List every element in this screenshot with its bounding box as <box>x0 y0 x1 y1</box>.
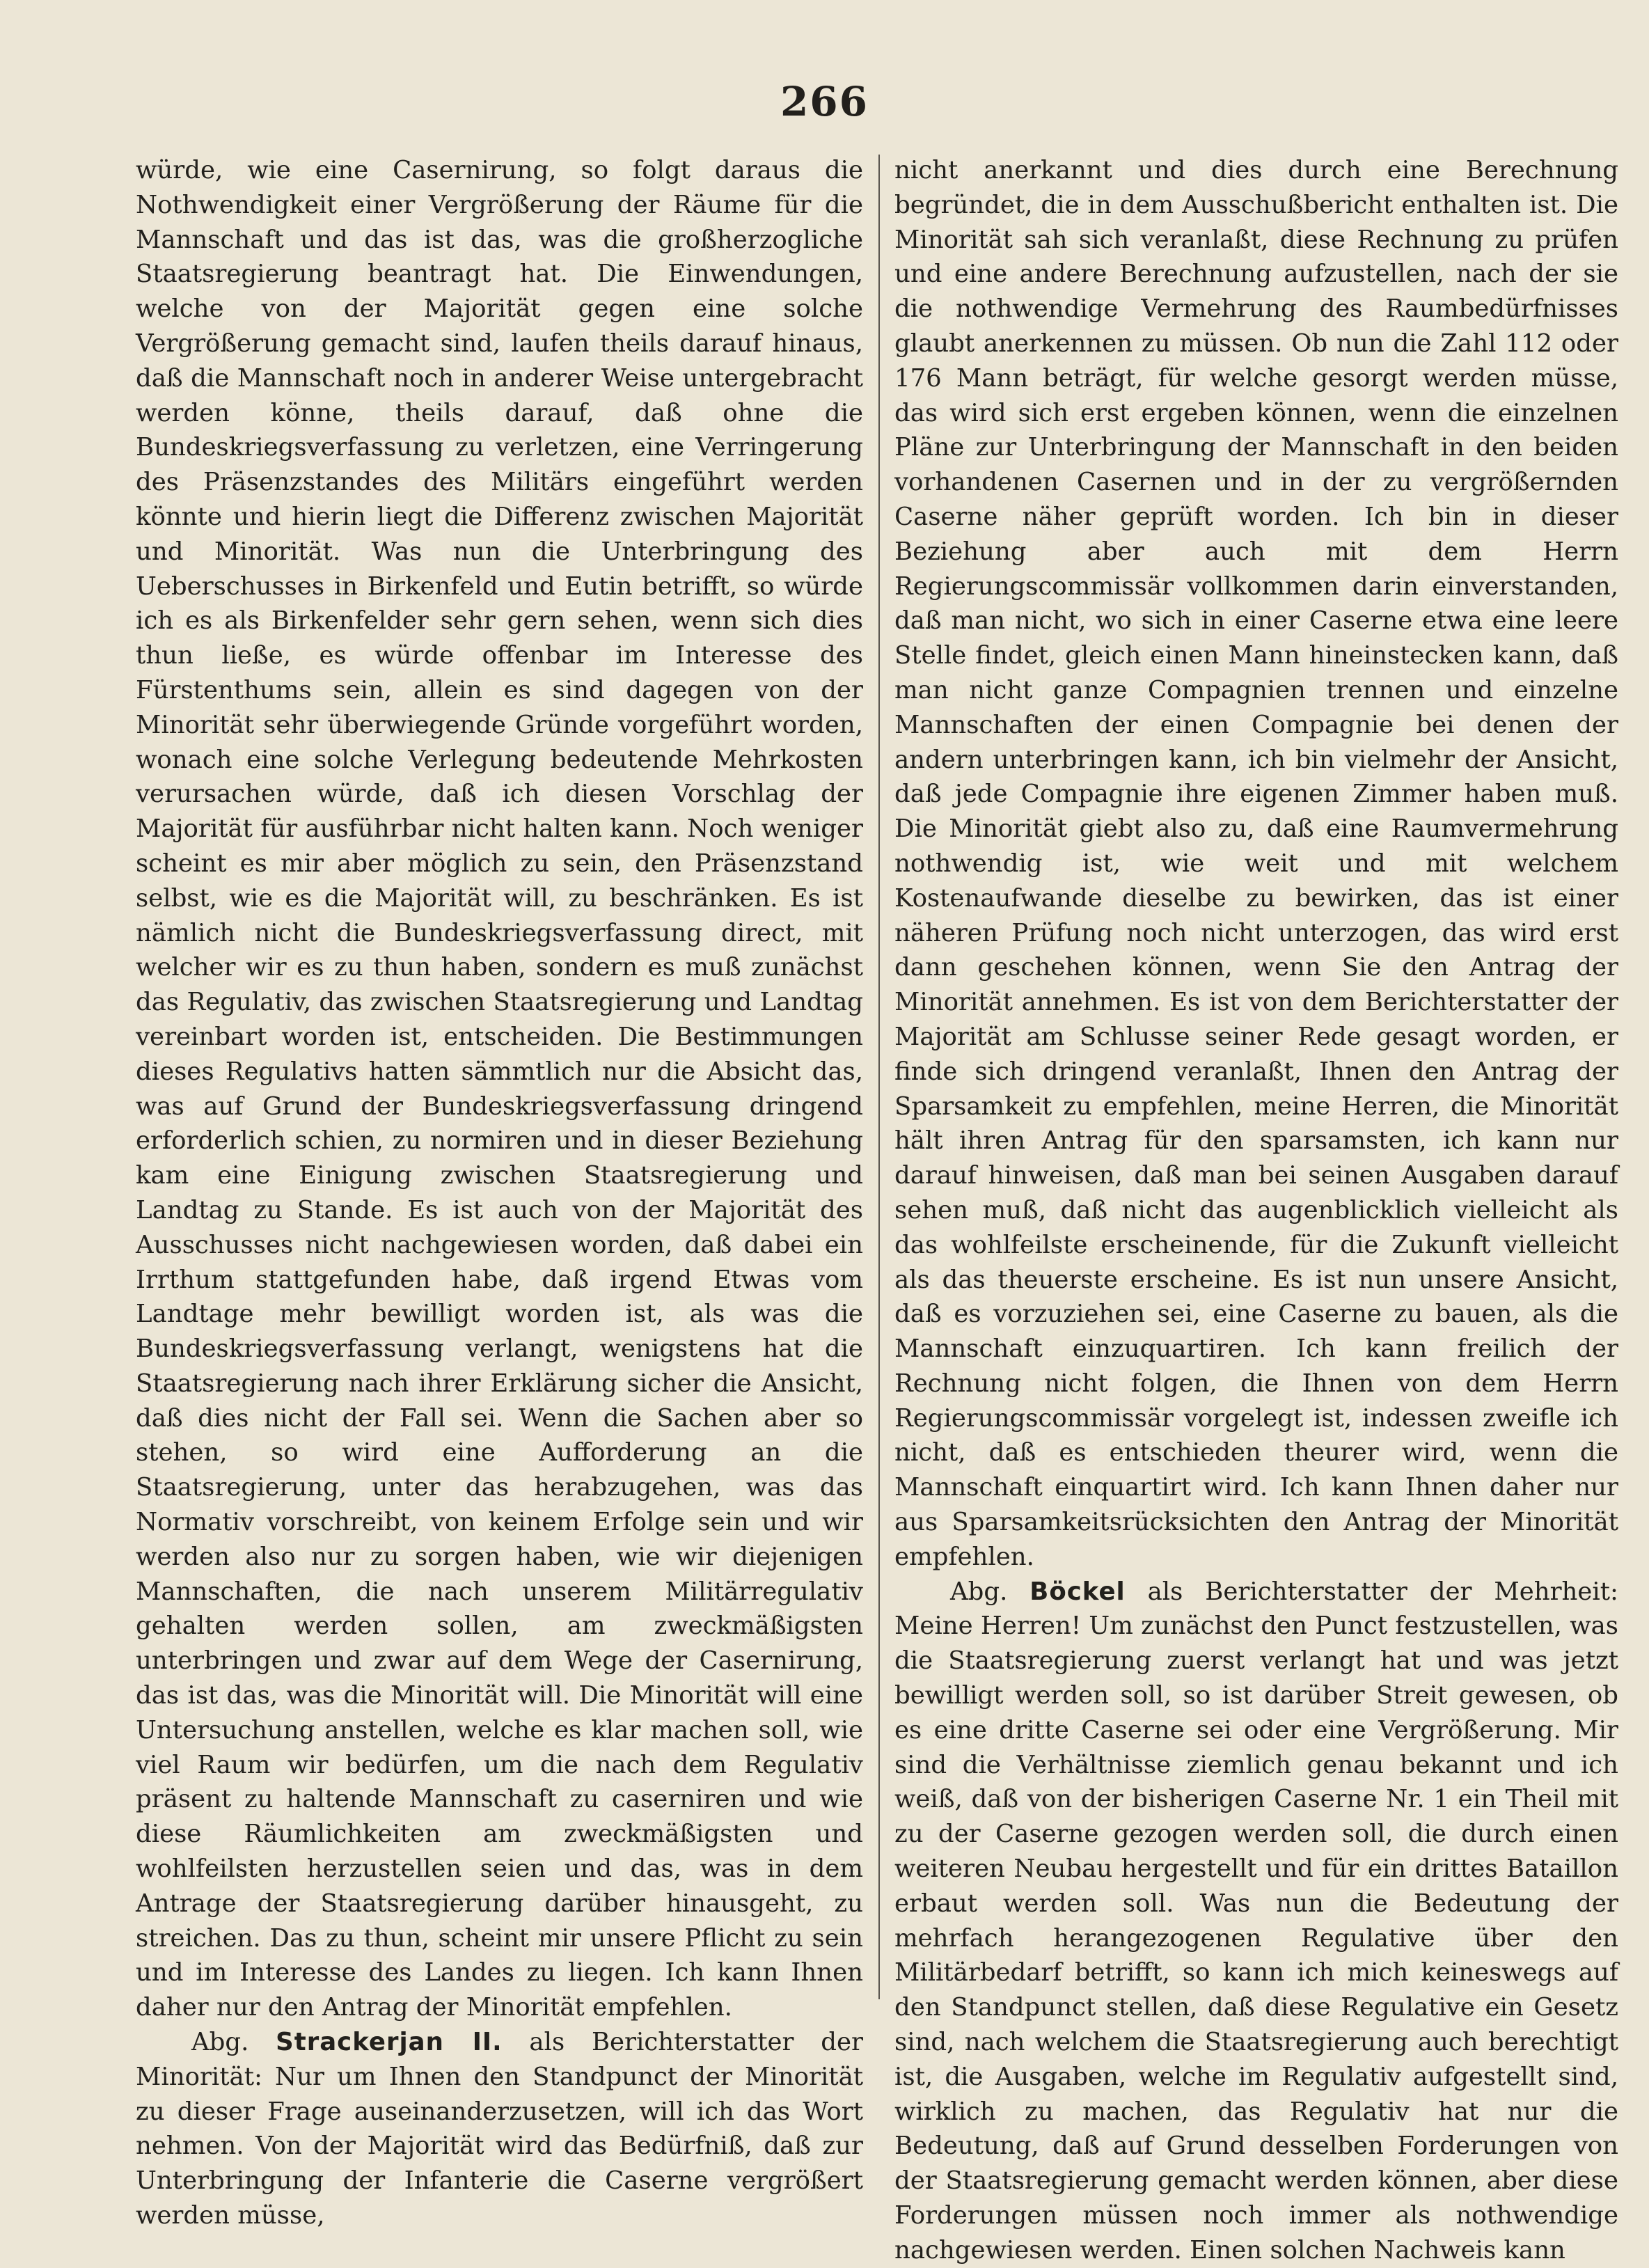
speech-text: als Berichterstatter der Mehrheit: Meine Herren! Um zunächst den Punct festzustellen, was die Staatsregierung zuerst verlangt hat und was jetzt bewilligt werden soll, so ist darüber Streit gewesen, ob es eine dritte Caserne sei oder eine Vergrößerung. Mir sind die Verhältnisse ziemlich genau bekannt und ich weiß, daß von der bisherigen Caserne Nr. 1 ein Theil mit zu der Caserne gezogen werden soll, die durch einen weiteren Neubau hergestellt und für ein drittes Bataillon erbaut werden soll. Was nun die Bedeutung der mehrfach herangezogenen Regulative über den Militärbedarf betrifft, so kann ich mich keineswegs auf den Standpunct stellen, daß diese Regulative ein Gesetz sind, nach welchem die Staatsregierung auch berechtigt ist, die Ausgaben, welche im Regulativ aufgestellt sind, wirklich zu machen, das Regulativ hat nur die Bedeutung, daß auf Grund desselben Forderungen von der Staatsregierung gemacht werden können, aber diese Forderungen müssen noch immer als nothwendige nachgewiesen werden. Einen solchen Nachweis kann <box>894 1577 1618 2265</box>
speech-text: als Berichterstatter der Minorität: Nur um Ihnen den Standpunct der Minorität zu dieser Frage auseinanderzusetzen, will ich das Wort nehmen. Von der Majorität wird das Bedürfniß, daß zur Unterbringung der Infanterie die Caserne vergrößert werden müsse, <box>136 2028 863 2230</box>
left-paragraph-1: würde, wie eine Casernirung, so folgt daraus die Nothwendigkeit einer Vergrößerung der Räume für die Mannschaft und das ist das, was die großherzogliche Staatsregierung beantragt hat. Die Einwendungen, welche von der Majorität gegen eine solche Vergrößerung gemacht sind, laufen theils darauf hinaus, daß die Mannschaft noch in anderer Weise untergebracht werden könne, theils darauf, daß ohne die Bundeskriegsverfassung zu verletzen, eine Verringerung des Präsenzstandes des Militärs eingeführt werden könnte und hierin liegt die Differenz zwischen Majorität und Minorität. Was nun die Unterbringung des Ueberschusses in Birkenfeld und Eutin betrifft, so würde ich es als Birkenfelder sehr gern sehen, wenn sich dies thun ließe, es würde offenbar im Interesse des Fürstenthums sein, allein es sind dagegen von der Minorität sehr überwiegende Gründe vorgeführt worden, wonach eine solche Verlegung bedeutende Mehrkosten verursachen würde, daß ich diesen Vorschlag der Majorität für ausführbar nicht halten kann. Noch weniger scheint es mir aber möglich zu sein, den Präsenzstand selbst, wie es die Majorität will, zu beschränken. Es ist nämlich nicht die Bundeskriegsverfassung direct, mit welcher wir es zu thun haben, sondern es muß zunächst das Regulativ, das zwischen Staatsregierung und Landtag vereinbart worden ist, entscheiden. Die Bestimmungen dieses Regulativs hatten sämmtlich nur die Absicht das, was auf Grund der Bundeskriegsverfassung dringend erforderlich schien, zu normiren und in dieser Beziehung kam eine Einigung zwischen Staatsregierung und Landtag zu Stande. Es ist auch von der Majorität des Ausschusses nicht nachgewiesen worden, daß dabei ein Irrthum stattgefunden habe, daß irgend Etwas vom Landtage mehr bewilligt worden ist, als was die Bundeskriegsverfassung verlangt, wenigstens hat die Staatsregierung nach ihrer Erklärung sicher die Ansicht, daß dies nicht der Fall sei. Wenn die Sachen aber so stehen, so wird eine Aufforderung an die Staatsregierung, unter das herabzugehen, was das Normativ vorschreibt, von keinem Erfolge sein und wir werden also nur zu sorgen haben, wie wir diejenigen Mannschaften, die nach unserem Militärregulativ gehalten werden sollen, am zweckmäßigsten unterbringen und zwar auf dem Wege der Casernirung, das ist das, was die Minorität will. Die Minorität will eine Untersuchung anstellen, welche es klar machen soll, wie viel Raum wir bedürfen, um die nach dem Regulativ präsent zu haltende Mannschaft zu caserniren und wie diese Räumlichkeiten am zweckmäßigsten und wohlfeilsten herzustellen seien und das, was in dem Antrage der Staatsregierung darüber hinausgeht, zu streichen. Das zu thun, scheint mir unsere Pflicht zu sein und im Interesse des Landes zu liegen. Ich kann Ihnen daher nur den Antrag der Minorität empfehlen. <box>136 156 863 2022</box>
page-number: 266 <box>780 78 869 125</box>
right-column <box>894 153 1618 2265</box>
speaker-prefix: Abg. <box>191 2028 249 2057</box>
speaker-name: Strackerjan II. <box>276 2028 503 2057</box>
speaker-prefix: Abg. <box>950 1577 1008 1606</box>
left-paragraph-2 <box>136 2025 863 2233</box>
right-paragraph-2 <box>894 1575 1618 2268</box>
left-column <box>136 153 863 2230</box>
right-paragraph-1: nicht anerkannt und dies durch eine Berechnung begründet, die in dem Ausschußbericht enthalten ist. Die Minorität sah sich veranlaßt, diese Rechnung zu prüfen und eine andere Berechnung aufzustellen, nach der sie die nothwendige Vermehrung des Raumbedürfnisses glaubt anerkennen zu müssen. Ob nun die Zahl 112 oder 176 Mann beträgt, für welche gesorgt werden müsse, das wird sich erst ergeben können, wenn die einzelnen Pläne zur Unterbringung der Mannschaft in den beiden vorhandenen Casernen und in der zu vergrößernden Caserne näher geprüft worden. Ich bin in dieser Beziehung aber auch mit dem Herrn Regierungscommissär vollkommen darin einverstanden, daß man nicht, wo sich in einer Caserne etwa eine leere Stelle findet, gleich einen Mann hineinstecken kann, daß man nicht ganze Compagnien trennen und einzelne Mannschaften der einen Compagnie bei denen der andern unterbringen kann, ich bin vielmehr der Ansicht, daß jede Compagnie ihre eigenen Zimmer haben muß. Die Minorität giebt also zu, daß eine Raumvermehrung nothwendig ist, wie weit und mit welchem Kostenaufwande dieselbe zu bewirken, das ist einer näheren Prüfung noch nicht unterzogen, das wird erst dann geschehen können, wenn Sie den Antrag der Minorität annehmen. Es ist von dem Berichterstatter der Majorität am Schlusse seiner Rede gesagt worden, er finde sich dringend veranlaßt, Ihnen den Antrag der Sparsamkeit zu empfehlen, meine Herren, die Minorität hält ihren Antrag für den sparsamsten, ich kann nur darauf hinweisen, daß man bei seinen Ausgaben darauf sehen muß, daß nicht das augenblicklich vielleicht als das wohlfeilste erscheinende, für die Zukunft vielleicht als das theuerste erscheine. Es ist nun unsere Ansicht, daß es vorzuziehen sei, eine Caserne zu bauen, als die Mannschaft einzuquartiren. Ich kann freilich der Rechnung nicht folgen, die Ihnen von dem Herrn Regierungscommissär vorgelegt ist, indessen zweifle ich nicht, daß es entschieden theurer wird, wenn die Mannschaft einquartirt wird. Ich kann Ihnen daher nur aus Sparsamkeitsrücksichten den Antrag der Minorität empfehlen. <box>894 156 1618 1571</box>
speaker-name: Böckel <box>1029 1577 1126 1606</box>
column-divider <box>878 155 880 1999</box>
